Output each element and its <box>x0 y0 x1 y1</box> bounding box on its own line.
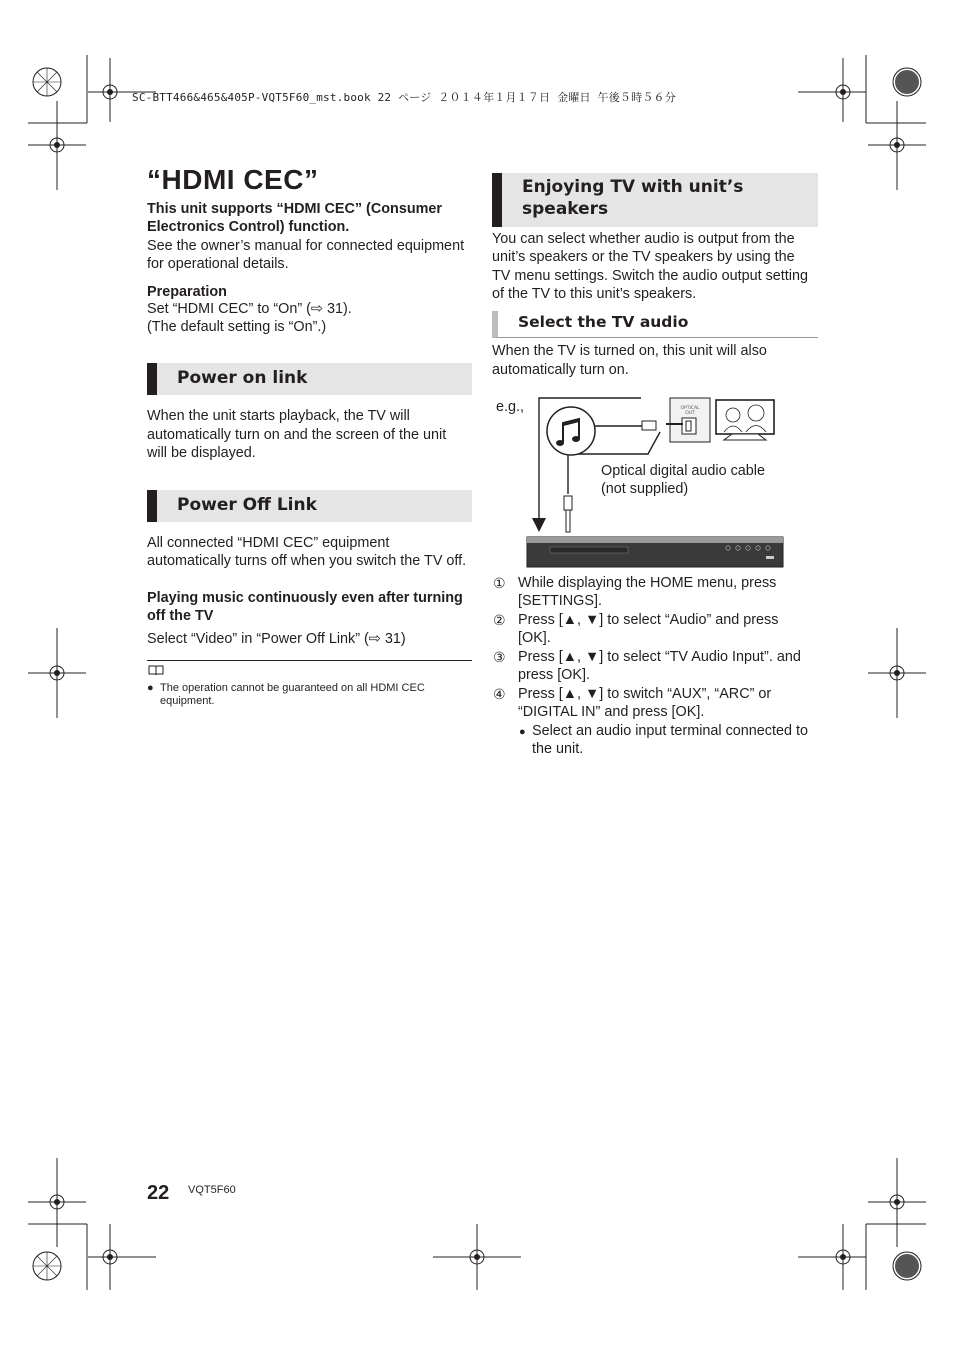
step-1-line2: [SETTINGS]. <box>518 593 602 609</box>
select-tv-audio-heading: Select the TV audio <box>518 313 689 331</box>
step-1-number: ① <box>493 575 506 591</box>
power-off-link-heading: Power Off Link <box>177 495 317 515</box>
note-divider <box>147 660 472 661</box>
step-4-number: ④ <box>493 686 506 702</box>
preparation-line2: (The default setting is “On”.) <box>147 319 327 335</box>
page-title: “HDMI CEC” <box>147 164 319 195</box>
section-enjoying-tv <box>492 173 818 227</box>
note-line2: equipment. <box>160 695 215 707</box>
file-header: SC-BTT466&465&405P-VQT5F60_mst.book 22 ページ ２０１４年１月１７日 金曜日 午後５時５６分 <box>132 91 676 104</box>
select-tv-audio-line2: automatically turn on. <box>492 362 629 378</box>
intro-line1: See the owner’s manual for connected equipment <box>147 238 465 254</box>
power-on-line1: When the unit starts playback, the TV will <box>147 408 410 424</box>
step-4-line2: “DIGITAL IN” and press [OK]. <box>518 704 705 720</box>
select-tv-audio-line1: When the TV is turned on, this unit will also <box>492 343 767 359</box>
enjoying-line1: You can select whether audio is output from the <box>492 231 795 247</box>
step-note-line2: the unit. <box>532 741 584 757</box>
step-3-number: ③ <box>493 649 506 665</box>
cable-label-line1: Optical digital audio cable <box>601 463 765 479</box>
step-1-line1: While displaying the HOME menu, press <box>518 575 777 591</box>
enjoying-line4: of the TV to this unit’s speakers. <box>492 286 697 302</box>
enjoying-heading-line2: speakers <box>522 199 609 219</box>
intro-bold-line1: This unit supports “HDMI CEC” (Consumer <box>147 201 443 217</box>
step-note-bullet: ● <box>519 726 526 738</box>
section-power-on-link <box>147 363 472 395</box>
intro-line2: for operational details. <box>147 256 289 272</box>
power-off-line1: All connected “HDMI CEC” equipment <box>147 535 390 551</box>
cable-label-line2: (not supplied) <box>601 481 689 497</box>
step-2-number: ② <box>493 612 506 628</box>
page-number: 22 <box>147 1182 170 1204</box>
power-off-line2: automatically turns off when you switch the TV off. <box>147 553 467 569</box>
intro-bold-line2: Electronics Control) function. <box>147 219 350 235</box>
step-note-line1: Select an audio input terminal connected to <box>532 723 809 739</box>
book-icon <box>148 664 164 676</box>
port-label-line2: OUT <box>685 411 695 416</box>
note-bullet: ● <box>147 682 154 694</box>
power-on-link-heading: Power on link <box>177 368 308 388</box>
power-on-line2: automatically turn on and the screen of the unit <box>147 427 447 443</box>
preparation-line1: Set “HDMI CEC” to “On” (⇨ 31). <box>147 301 352 317</box>
step-3-line1: Press [▲, ▼] to select “TV Audio Input”. and <box>518 649 801 665</box>
step-2-line2: [OK]. <box>518 630 551 646</box>
enjoying-line3: TV menu settings. Switch the audio output setting <box>492 268 808 284</box>
preparation-heading: Preparation <box>147 284 227 300</box>
section-select-tv-audio <box>492 311 818 338</box>
step-4-line1: Press [▲, ▼] to switch “AUX”, “ARC” or <box>518 686 772 702</box>
enjoying-line2: unit’s speakers or the TV speakers by using the <box>492 249 795 265</box>
eg-label: e.g., <box>496 399 525 415</box>
power-off-subheading-line1: Playing music continuously even after turning <box>147 590 463 606</box>
section-power-off-link <box>147 490 472 522</box>
step-2-line1: Press [▲, ▼] to select “Audio” and press <box>518 612 779 628</box>
power-off-subheading-line2: off the TV <box>147 608 214 624</box>
step-3-line2: press [OK]. <box>518 667 590 683</box>
power-off-instruction: Select “Video” in “Power Off Link” (⇨ 31) <box>147 631 406 647</box>
port-label-line1: OPTICAL <box>680 406 700 411</box>
note-line1: The operation cannot be guaranteed on all HDMI CEC <box>160 682 425 694</box>
power-on-line3: will be displayed. <box>147 445 256 461</box>
enjoying-heading-line1: Enjoying TV with unit’s <box>522 177 744 197</box>
document-code: VQT5F60 <box>188 1184 236 1196</box>
